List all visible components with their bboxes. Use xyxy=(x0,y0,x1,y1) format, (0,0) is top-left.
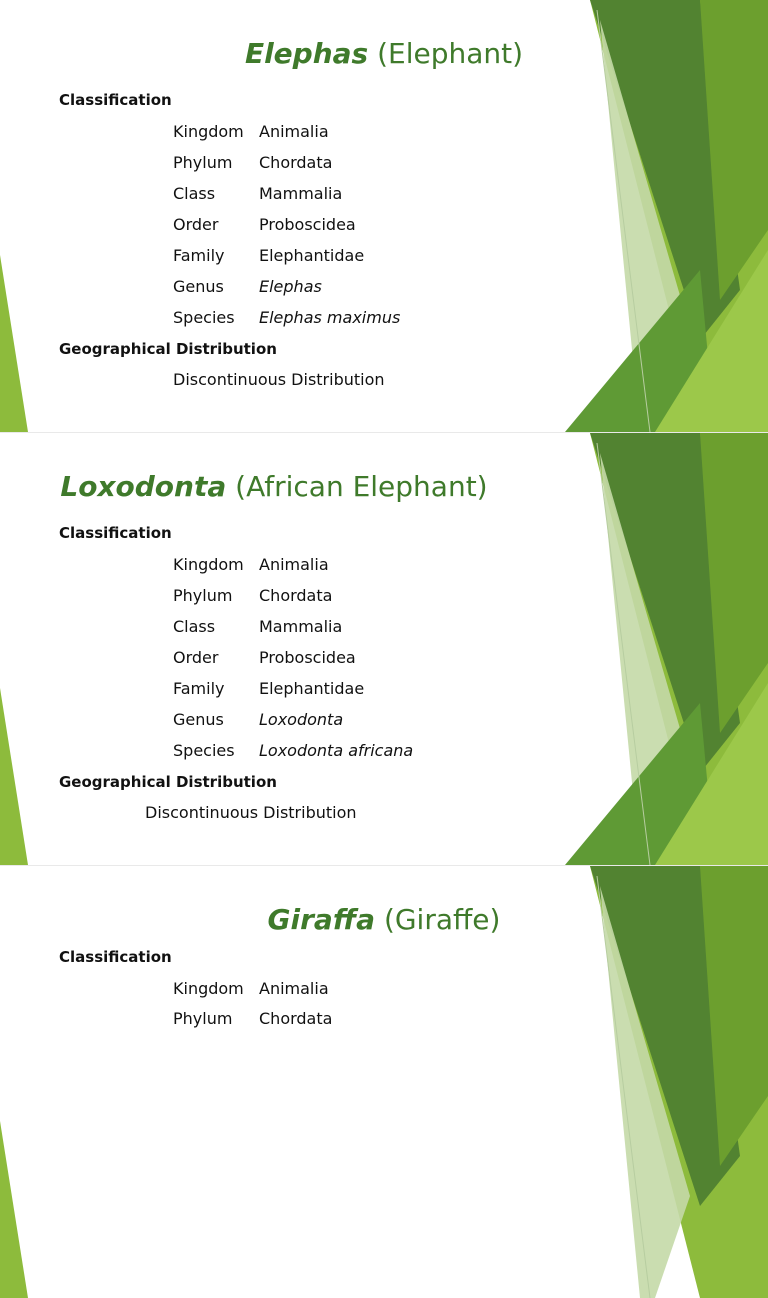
distribution-text: Discontinuous Distribution xyxy=(173,370,385,389)
taxonomy-row xyxy=(173,617,342,636)
title-genus: Elephas xyxy=(244,37,369,70)
rank-value: Elephas maximus xyxy=(259,308,401,327)
rank-value: Elephas xyxy=(259,277,322,296)
rank-label: Kingdom xyxy=(173,979,244,998)
title-genus: Giraffa xyxy=(267,903,376,936)
taxonomy-row xyxy=(173,122,329,141)
slide-loxodonta xyxy=(0,433,768,865)
slide-elephas xyxy=(0,0,768,432)
rank-value: Chordata xyxy=(259,153,333,172)
slide-title xyxy=(0,34,768,74)
classification-heading: Classification xyxy=(59,948,172,966)
rank-value: Animalia xyxy=(259,555,329,574)
taxonomy-row xyxy=(173,979,329,998)
classification-heading: Classification xyxy=(59,91,172,109)
slide-title xyxy=(0,900,768,940)
taxonomy-row xyxy=(173,153,332,172)
rank-value: Chordata xyxy=(259,1009,333,1028)
rank-value: Animalia xyxy=(259,122,329,141)
taxonomy-row xyxy=(173,555,329,574)
title-common-name: (Elephant) xyxy=(377,37,524,70)
taxonomy-row xyxy=(173,710,343,729)
taxonomy-row xyxy=(173,586,332,605)
taxonomy-row xyxy=(173,246,364,265)
taxonomy-row xyxy=(173,1009,332,1028)
rank-label: Order xyxy=(173,215,219,234)
rank-label: Genus xyxy=(173,710,224,729)
rank-value: Proboscidea xyxy=(259,648,356,667)
taxonomy-row xyxy=(173,648,356,667)
slide-giraffa xyxy=(0,866,768,1298)
rank-label: Kingdom xyxy=(173,555,244,574)
rank-label: Order xyxy=(173,648,219,667)
rank-label: Phylum xyxy=(173,1009,233,1028)
distribution-text: Discontinuous Distribution xyxy=(145,803,357,822)
rank-label: Class xyxy=(173,617,216,636)
classification-heading: Classification xyxy=(59,524,172,542)
rank-label: Genus xyxy=(173,277,224,296)
title-common-name: (Giraffe) xyxy=(383,903,501,936)
rank-label: Family xyxy=(173,246,225,265)
rank-value: Animalia xyxy=(259,979,329,998)
slide-title xyxy=(0,467,658,507)
rank-label: Family xyxy=(173,679,225,698)
geographical-distribution-heading: Geographical Distribution xyxy=(59,340,277,358)
title-common-name: (African Elephant) xyxy=(235,470,488,503)
rank-value: Loxodonta xyxy=(259,710,344,729)
geographical-distribution-heading: Geographical Distribution xyxy=(59,773,277,791)
rank-value: Chordata xyxy=(259,586,333,605)
rank-value: Loxodonta africana xyxy=(259,741,414,760)
rank-label: Species xyxy=(173,308,235,327)
rank-value: Proboscidea xyxy=(259,215,356,234)
rank-value: Mammalia xyxy=(259,184,343,203)
rank-label: Class xyxy=(173,184,216,203)
rank-value: Elephantidae xyxy=(259,679,365,698)
taxonomy-row xyxy=(173,741,413,760)
title-genus: Loxodonta xyxy=(60,470,227,503)
taxonomy-row xyxy=(173,184,342,203)
taxonomy-row xyxy=(173,308,400,327)
taxonomy-row xyxy=(173,215,356,234)
rank-label: Phylum xyxy=(173,153,233,172)
rank-label: Kingdom xyxy=(173,122,244,141)
taxonomy-row xyxy=(173,277,322,296)
rank-label: Phylum xyxy=(173,586,233,605)
rank-value: Mammalia xyxy=(259,617,343,636)
rank-label: Species xyxy=(173,741,235,760)
rank-value: Elephantidae xyxy=(259,246,365,265)
taxonomy-row xyxy=(173,679,364,698)
